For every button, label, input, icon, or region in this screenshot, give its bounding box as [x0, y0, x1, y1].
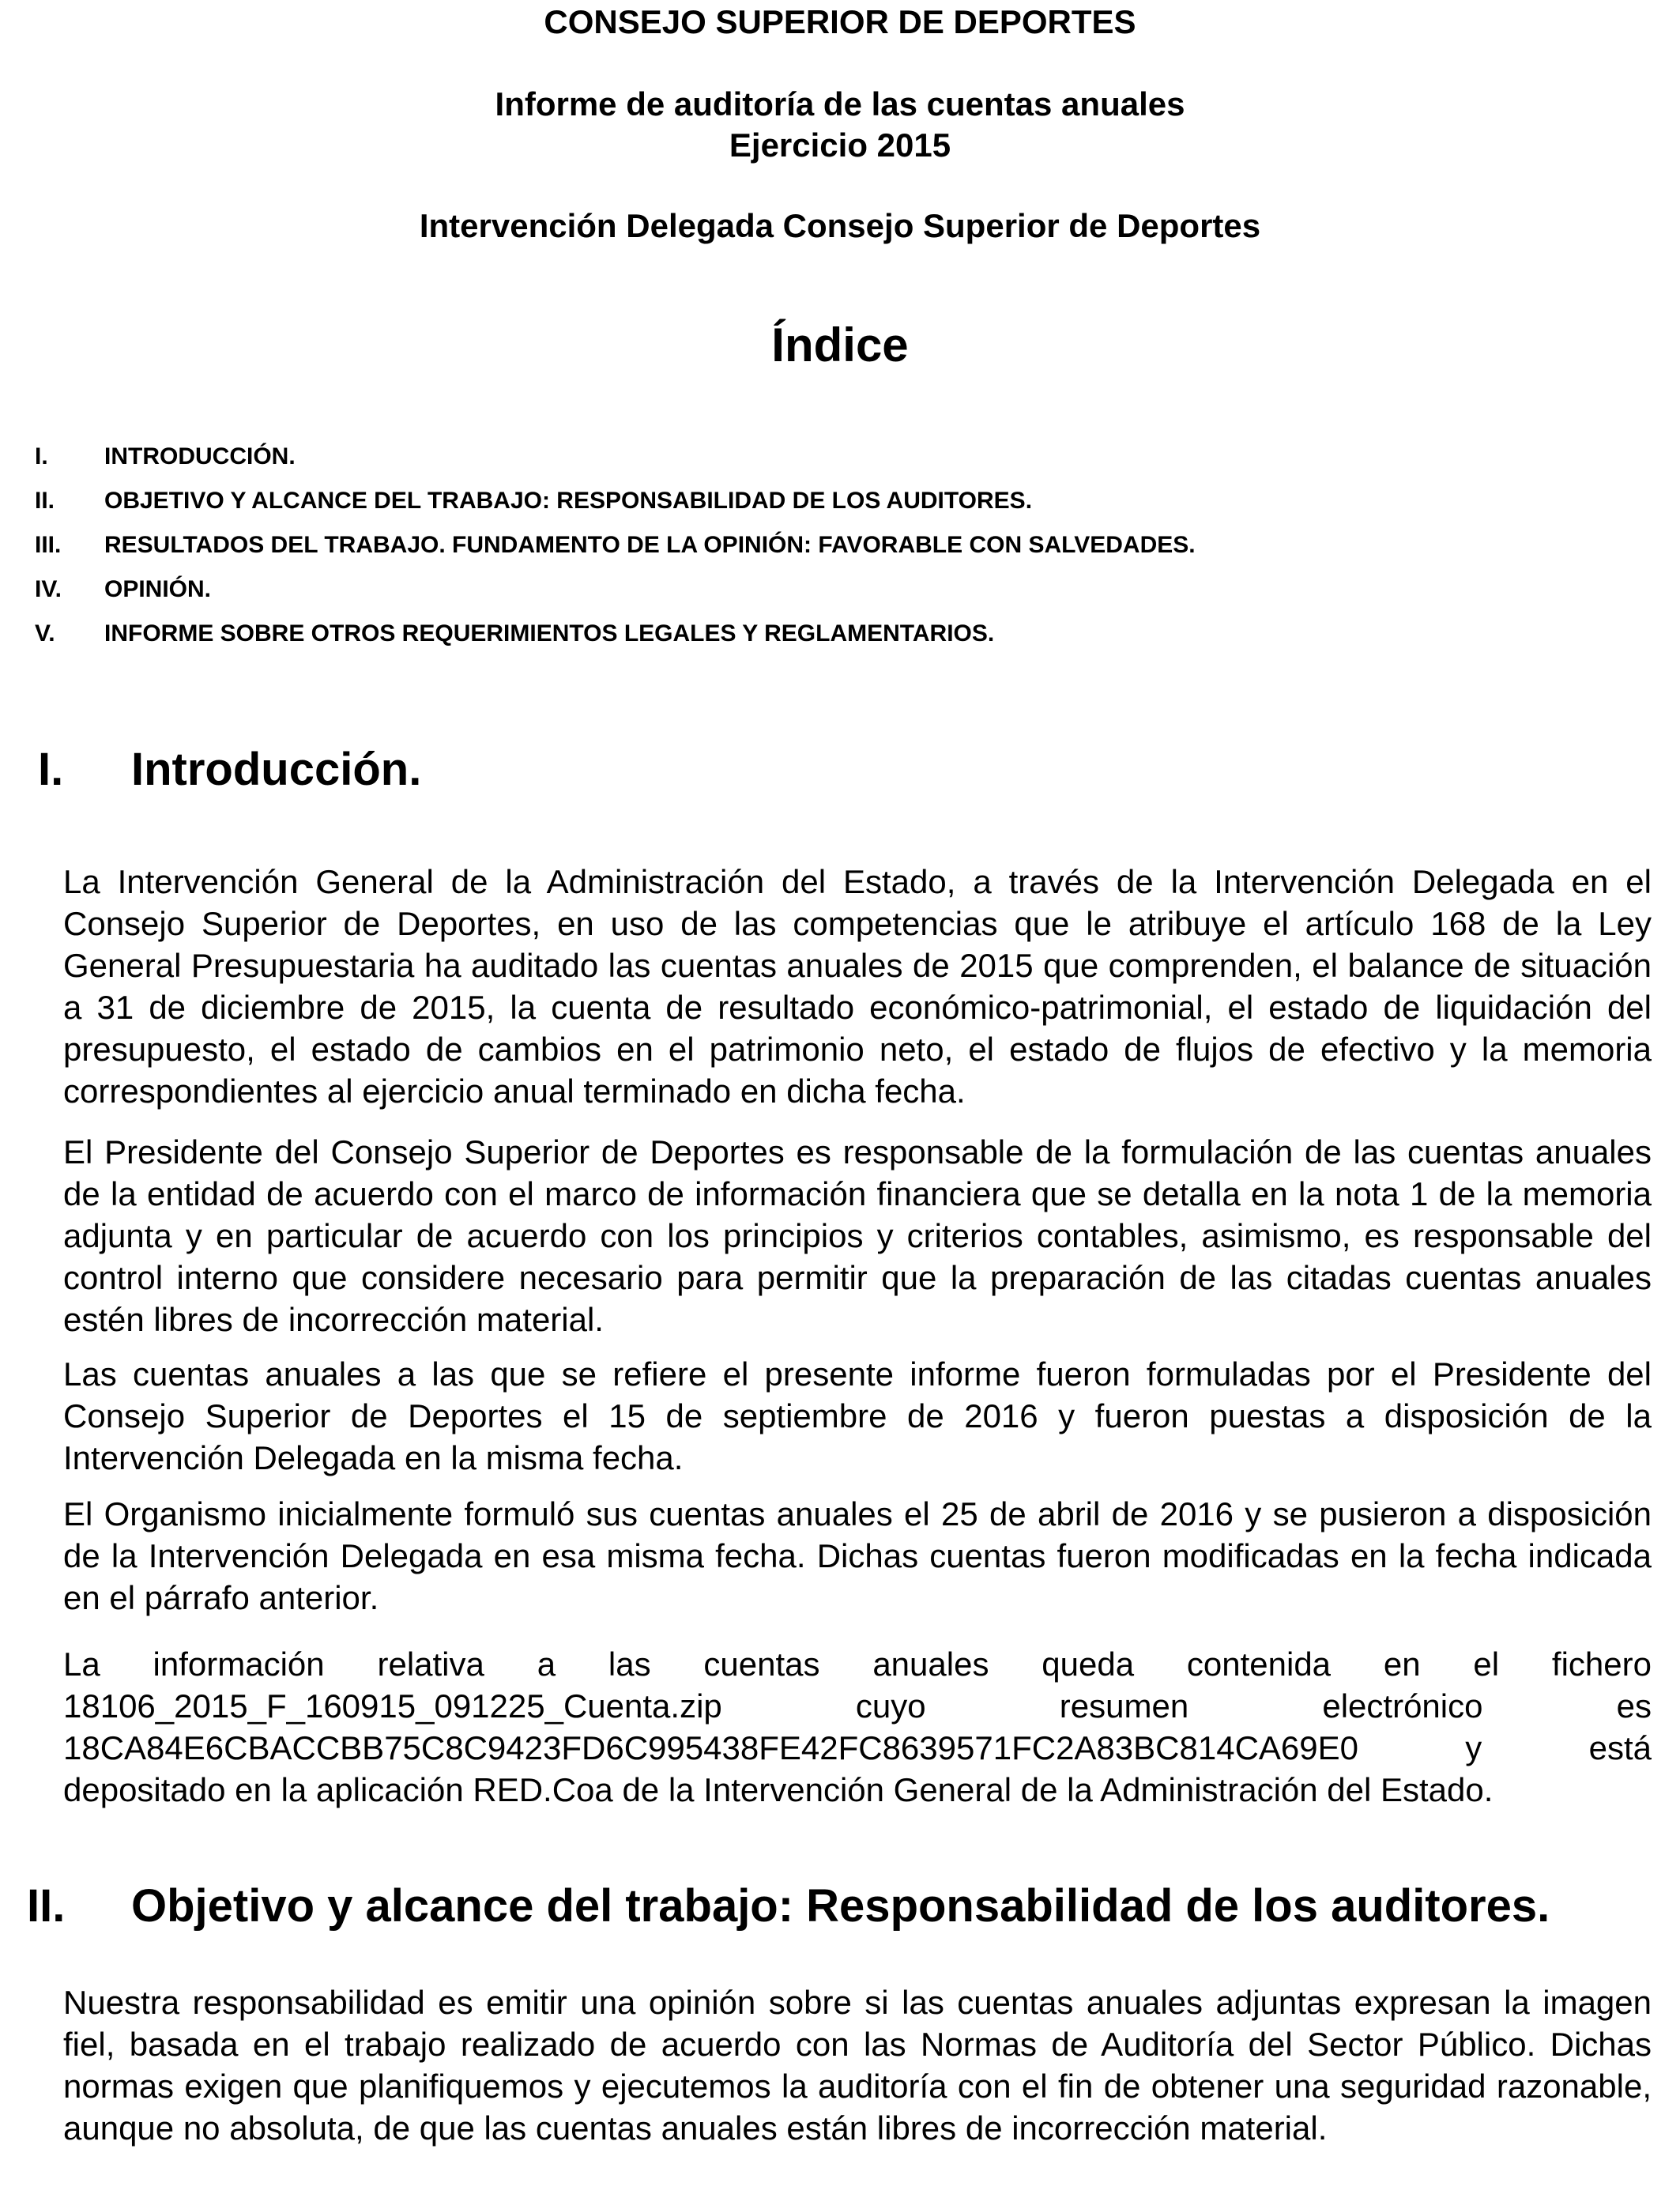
report-title-block — [0, 84, 1680, 166]
toc-label: RESULTADOS DEL TRABAJO. FUNDAMENTO DE LA OPINIÓN: FAVORABLE CON SALVEDADES. — [104, 532, 1196, 558]
paragraph-line: 18CA84E6CBACCBB75C8C9423FD6C995438FE42FC8639571FC2A83BC814CA69E0 y está — [63, 1729, 1652, 1766]
toc-number: V. — [35, 620, 55, 647]
index-heading: Índice — [771, 319, 909, 371]
toc-number: II. — [35, 488, 55, 514]
organization-heading: CONSEJO SUPERIOR DE DEPORTES — [544, 3, 1136, 40]
fiscal-year: Ejercicio 2015 — [729, 126, 951, 164]
audit-unit-heading: Intervención Delegada Consejo Superior de Deportes — [419, 207, 1261, 244]
paragraph-line: 18106_2015_F_160915_091225_Cuenta.zip cuyo resumen electrónico es — [63, 1687, 1652, 1725]
toc-item-5[interactable] — [35, 616, 1615, 661]
toc-label: INFORME SOBRE OTROS REQUERIMIENTOS LEGALES Y REGLAMENTARIOS. — [104, 620, 995, 647]
section-2-heading — [27, 1879, 1655, 1935]
toc-item-3[interactable] — [35, 528, 1615, 572]
section-number: I. — [38, 744, 64, 795]
section-1-heading — [38, 743, 1223, 798]
toc-number: IV. — [35, 576, 62, 602]
toc-label: OPINIÓN. — [104, 576, 212, 602]
intro-paragraph-5 — [63, 1643, 1652, 1811]
paragraph-line: La información relativa a las cuentas anuales queda contenida en el fichero — [63, 1646, 1652, 1683]
section-title: Introducción. — [131, 744, 422, 795]
toc-label: INTRODUCCIÓN. — [104, 443, 296, 469]
intro-paragraph-4: El Organismo inicialmente formuló sus cuentas anuales el 25 de abril de 2016 y se pusieron a disposición de la Intervención Delegada en esa misma fecha. Dichas cuentas fueron modificadas en la fecha indicada en el párrafo anterior. — [63, 1495, 1652, 1616]
report-title: Informe de auditoría de las cuentas anuales — [495, 85, 1185, 123]
intro-paragraph-1: La Intervención General de la Administración del Estado, a través de la Intervención Delegada en el Consejo Superior de Deportes, en uso de las competencias que le atribuye el artículo 168 de la Ley General Presupuestaria ha auditado las cuentas anuales de 2015 que comprenden, el balance de situación a 31 de diciembre de 2015, la cuenta de resultado económico-patrimonial, el estado de liquidación del presupuesto, el estado de cambios en el patrimonio neto, el estado de flujos de efectivo y la memoria correspondientes al ejercicio anual terminado en dicha fecha. — [63, 863, 1652, 1110]
toc-number: I. — [35, 443, 48, 469]
paragraph-line: depositado en la aplicación RED.Coa de la Intervención General de la Administración del Estado. — [63, 1771, 1494, 1808]
section-title: Objetivo y alcance del trabajo: Responsabilidad de los auditores. — [131, 1880, 1550, 1932]
toc-item-4[interactable] — [35, 572, 1615, 616]
section-number: II. — [27, 1880, 66, 1932]
intro-paragraph-3: Las cuentas anuales a las que se refiere el presente informe fueron formuladas por el Presidente del Consejo Superior de Deportes el 15 de septiembre de 2016 y fueron puestas a disposición de la Intervención Delegada en la misma fecha. — [63, 1355, 1652, 1476]
table-of-contents — [35, 439, 1615, 661]
toc-label: OBJETIVO Y ALCANCE DEL TRABAJO: RESPONSABILIDAD DE LOS AUDITORES. — [104, 488, 1033, 514]
intro-paragraph-2: El Presidente del Consejo Superior de Deportes es responsable de la formulación de las cuentas anuales de la entidad de acuerdo con el marco de información financiera que se detalla en la nota 1 de la memoria adjunta y en particular de acuerdo con los principios y criterios contables, asimismo, es responsable del control interno que considere necesario para permitir que la preparación de las citadas cuentas anuales estén libres de incorrección material. — [63, 1133, 1652, 1338]
toc-item-1[interactable] — [35, 439, 1615, 484]
toc-item-2[interactable] — [35, 484, 1615, 528]
toc-number: III. — [35, 532, 62, 558]
scope-paragraph: Nuestra responsabilidad es emitir una opinión sobre si las cuentas anuales adjuntas expresan la imagen fiel, basada en el trabajo realizado de acuerdo con las Normas de Auditoría del Sector Público. Dichas normas exigen que planifiquemos y ejecutemos la auditoría con el fin de obtener una seguridad razonable, aunque no absoluta, de que las cuentas anuales están libres de incorrección material. — [63, 1984, 1652, 2147]
